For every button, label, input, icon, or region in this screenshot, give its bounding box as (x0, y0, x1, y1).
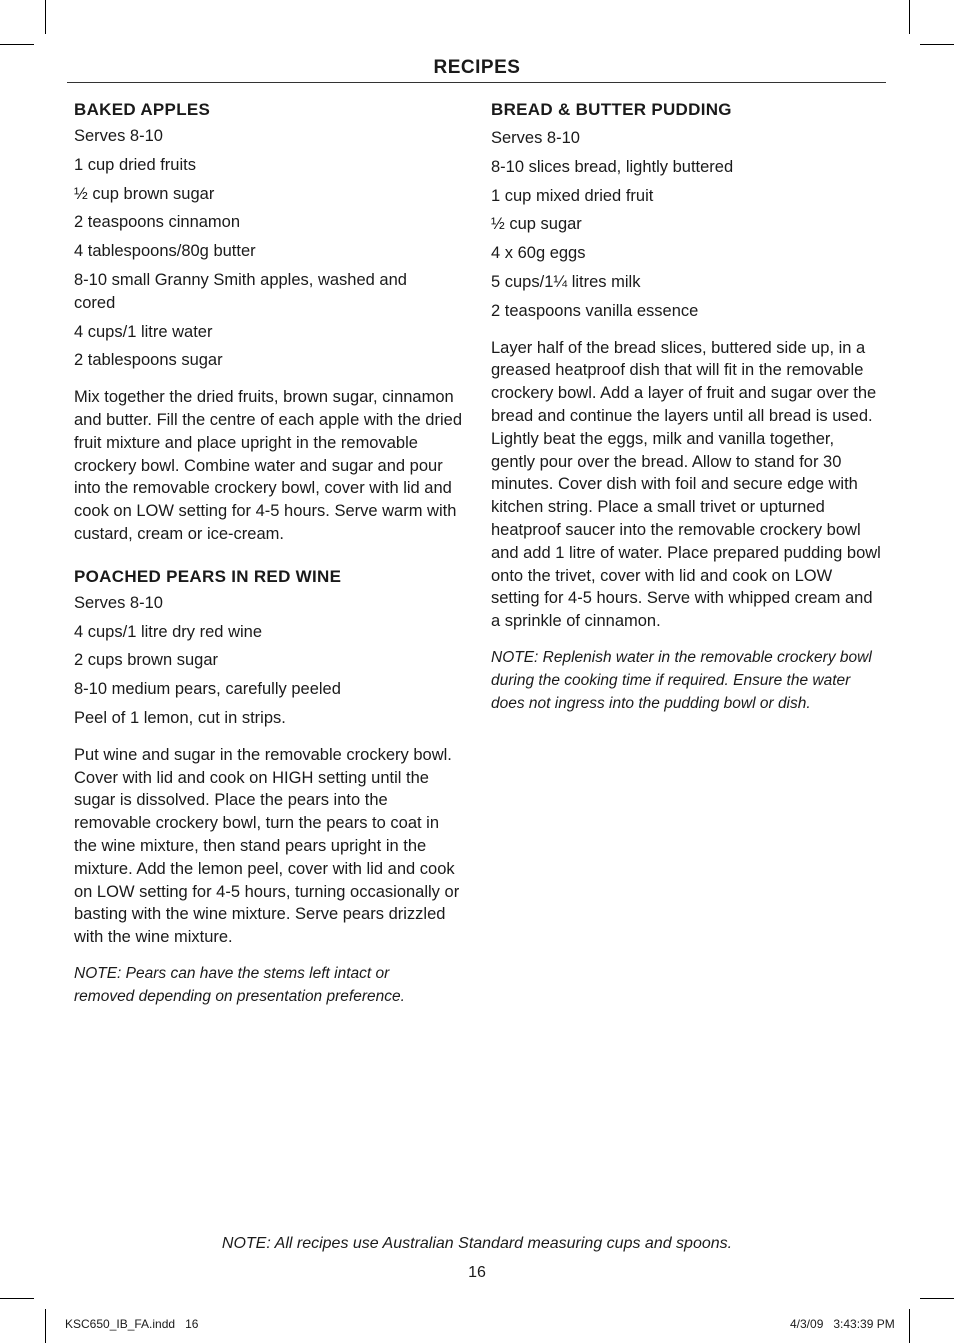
ingredient-line: 8-10 slices bread, lightly buttered (491, 157, 734, 176)
recipe-title: BREAD & BUTTER PUDDING (491, 100, 732, 119)
page-number: 16 (468, 1264, 486, 1281)
recipe-method: Mix together the dried fruits, brown sugar, cinnamon and butter. Fill the centre of each apple with the dried fruit mixture and place upright in the removable crockery bowl. Combine water and sugar and pour into the removable crockery bowl, cover with lid and cook on LOW setting for 4-5 hours. Serve warm with custard, cream or ice-cream. (74, 388, 462, 543)
crop-mark (920, 1298, 954, 1299)
crop-mark (45, 1309, 46, 1343)
ingredient-line: ½ cup sugar (491, 215, 582, 234)
ingredient-line: 2 teaspoons vanilla essence (491, 301, 699, 320)
crop-mark (45, 0, 46, 34)
crop-mark (0, 44, 34, 45)
ingredient-line: ½ cup brown sugar (74, 184, 215, 203)
crop-mark (909, 1309, 910, 1343)
ingredient-line: Serves 8-10 (491, 129, 580, 147)
ingredient-line: 8-10 medium pears, carefully peeled (74, 680, 341, 699)
ingredient-line: 4 cups/1 litre dry red wine (74, 622, 263, 641)
crop-mark (909, 0, 910, 34)
crop-mark (0, 1298, 34, 1299)
title-divider (67, 82, 886, 83)
recipe-method: Layer half of the bread slices, buttered side up, in a greased heatproof dish that will fit in the removable crockery bowl. Add a layer of fruit and sugar over the bread and continue the layers until all bread is used. Lightly beat the eggs, milk and vanilla together, gently pour over the bread. Allow to stand for 30 minutes. Cover dish with foil and secure edge with kitchen string. Place a small trivet or upturned heatproof saucer into the removable crockery bowl and add 1 litre of water. Place prepared pudding bowl onto the trivet, cover with lid and cook on LOW setting for 4-5 hours. Serve with whipped cream and a sprinkle of cinnamon. (491, 338, 881, 631)
crop-mark (920, 44, 954, 45)
recipe-title: BAKED APPLES (74, 100, 211, 119)
ingredient-line: Peel of 1 lemon, cut in strips. (74, 708, 286, 727)
recipe-note: NOTE: Replenish water in the removable crockery bowl during the cooking time if required. Ensure the water does not ingress into the pudding bowl or dish. (491, 648, 872, 712)
recipe-note: NOTE: Pears can have the stems left intact or removed depending on presentation preference. (74, 964, 405, 1005)
ingredient-line: 4 x 60g eggs (491, 244, 586, 263)
page-title: RECIPES (433, 57, 521, 78)
recipe-poached-pears (74, 565, 466, 1009)
ingredient-line: 4 tablespoons/80g butter (74, 242, 256, 261)
print-slug-file: KSC650_IB_FA.indd 16 (65, 1317, 199, 1331)
ingredient-line: 2 cups brown sugar (74, 651, 218, 670)
measurement-note: NOTE: All recipes use Australian Standard measuring cups and spoons. (221, 1235, 733, 1252)
recipe-method: Put wine and sugar in the removable crockery bowl. Cover with lid and cook on HIGH setting until the sugar is dissolved. Place the pears into the removable crockery bowl, turn the pears to coat in the wine mixture, then stand pears upright in the mixture. Add the lemon peel, cover with lid and cook on LOW setting for 4-5 hours, turning occasionally or basting with the wine mixture. Serve pears drizzled with the wine mixture. (74, 745, 460, 947)
ingredient-line: 1 cup dried fruits (74, 155, 196, 174)
ingredient-line: 8-10 small Granny Smith apples, washed and cored (74, 270, 407, 312)
ingredient-line: Serves 8-10 (74, 593, 163, 612)
right-column (491, 98, 881, 715)
ingredient-line: 1 cup mixed dried fruit (491, 186, 654, 205)
ingredient-line: 2 tablespoons sugar (74, 351, 223, 370)
print-slug-date: 4/3/09 3:43:39 PM (790, 1317, 895, 1331)
left-column (74, 98, 466, 1009)
ingredient-line: Serves 8-10 (74, 127, 163, 145)
recipe-baked-apples (74, 98, 466, 546)
ingredient-line: 2 teaspoons cinnamon (74, 213, 241, 232)
recipe-title: POACHED PEARS IN RED WINE (74, 566, 342, 586)
ingredient-line: 5 cups/1¼ litres milk (491, 272, 641, 291)
recipe-bread-butter-pudding (491, 98, 881, 715)
ingredient-line: 4 cups/1 litre water (74, 322, 213, 341)
